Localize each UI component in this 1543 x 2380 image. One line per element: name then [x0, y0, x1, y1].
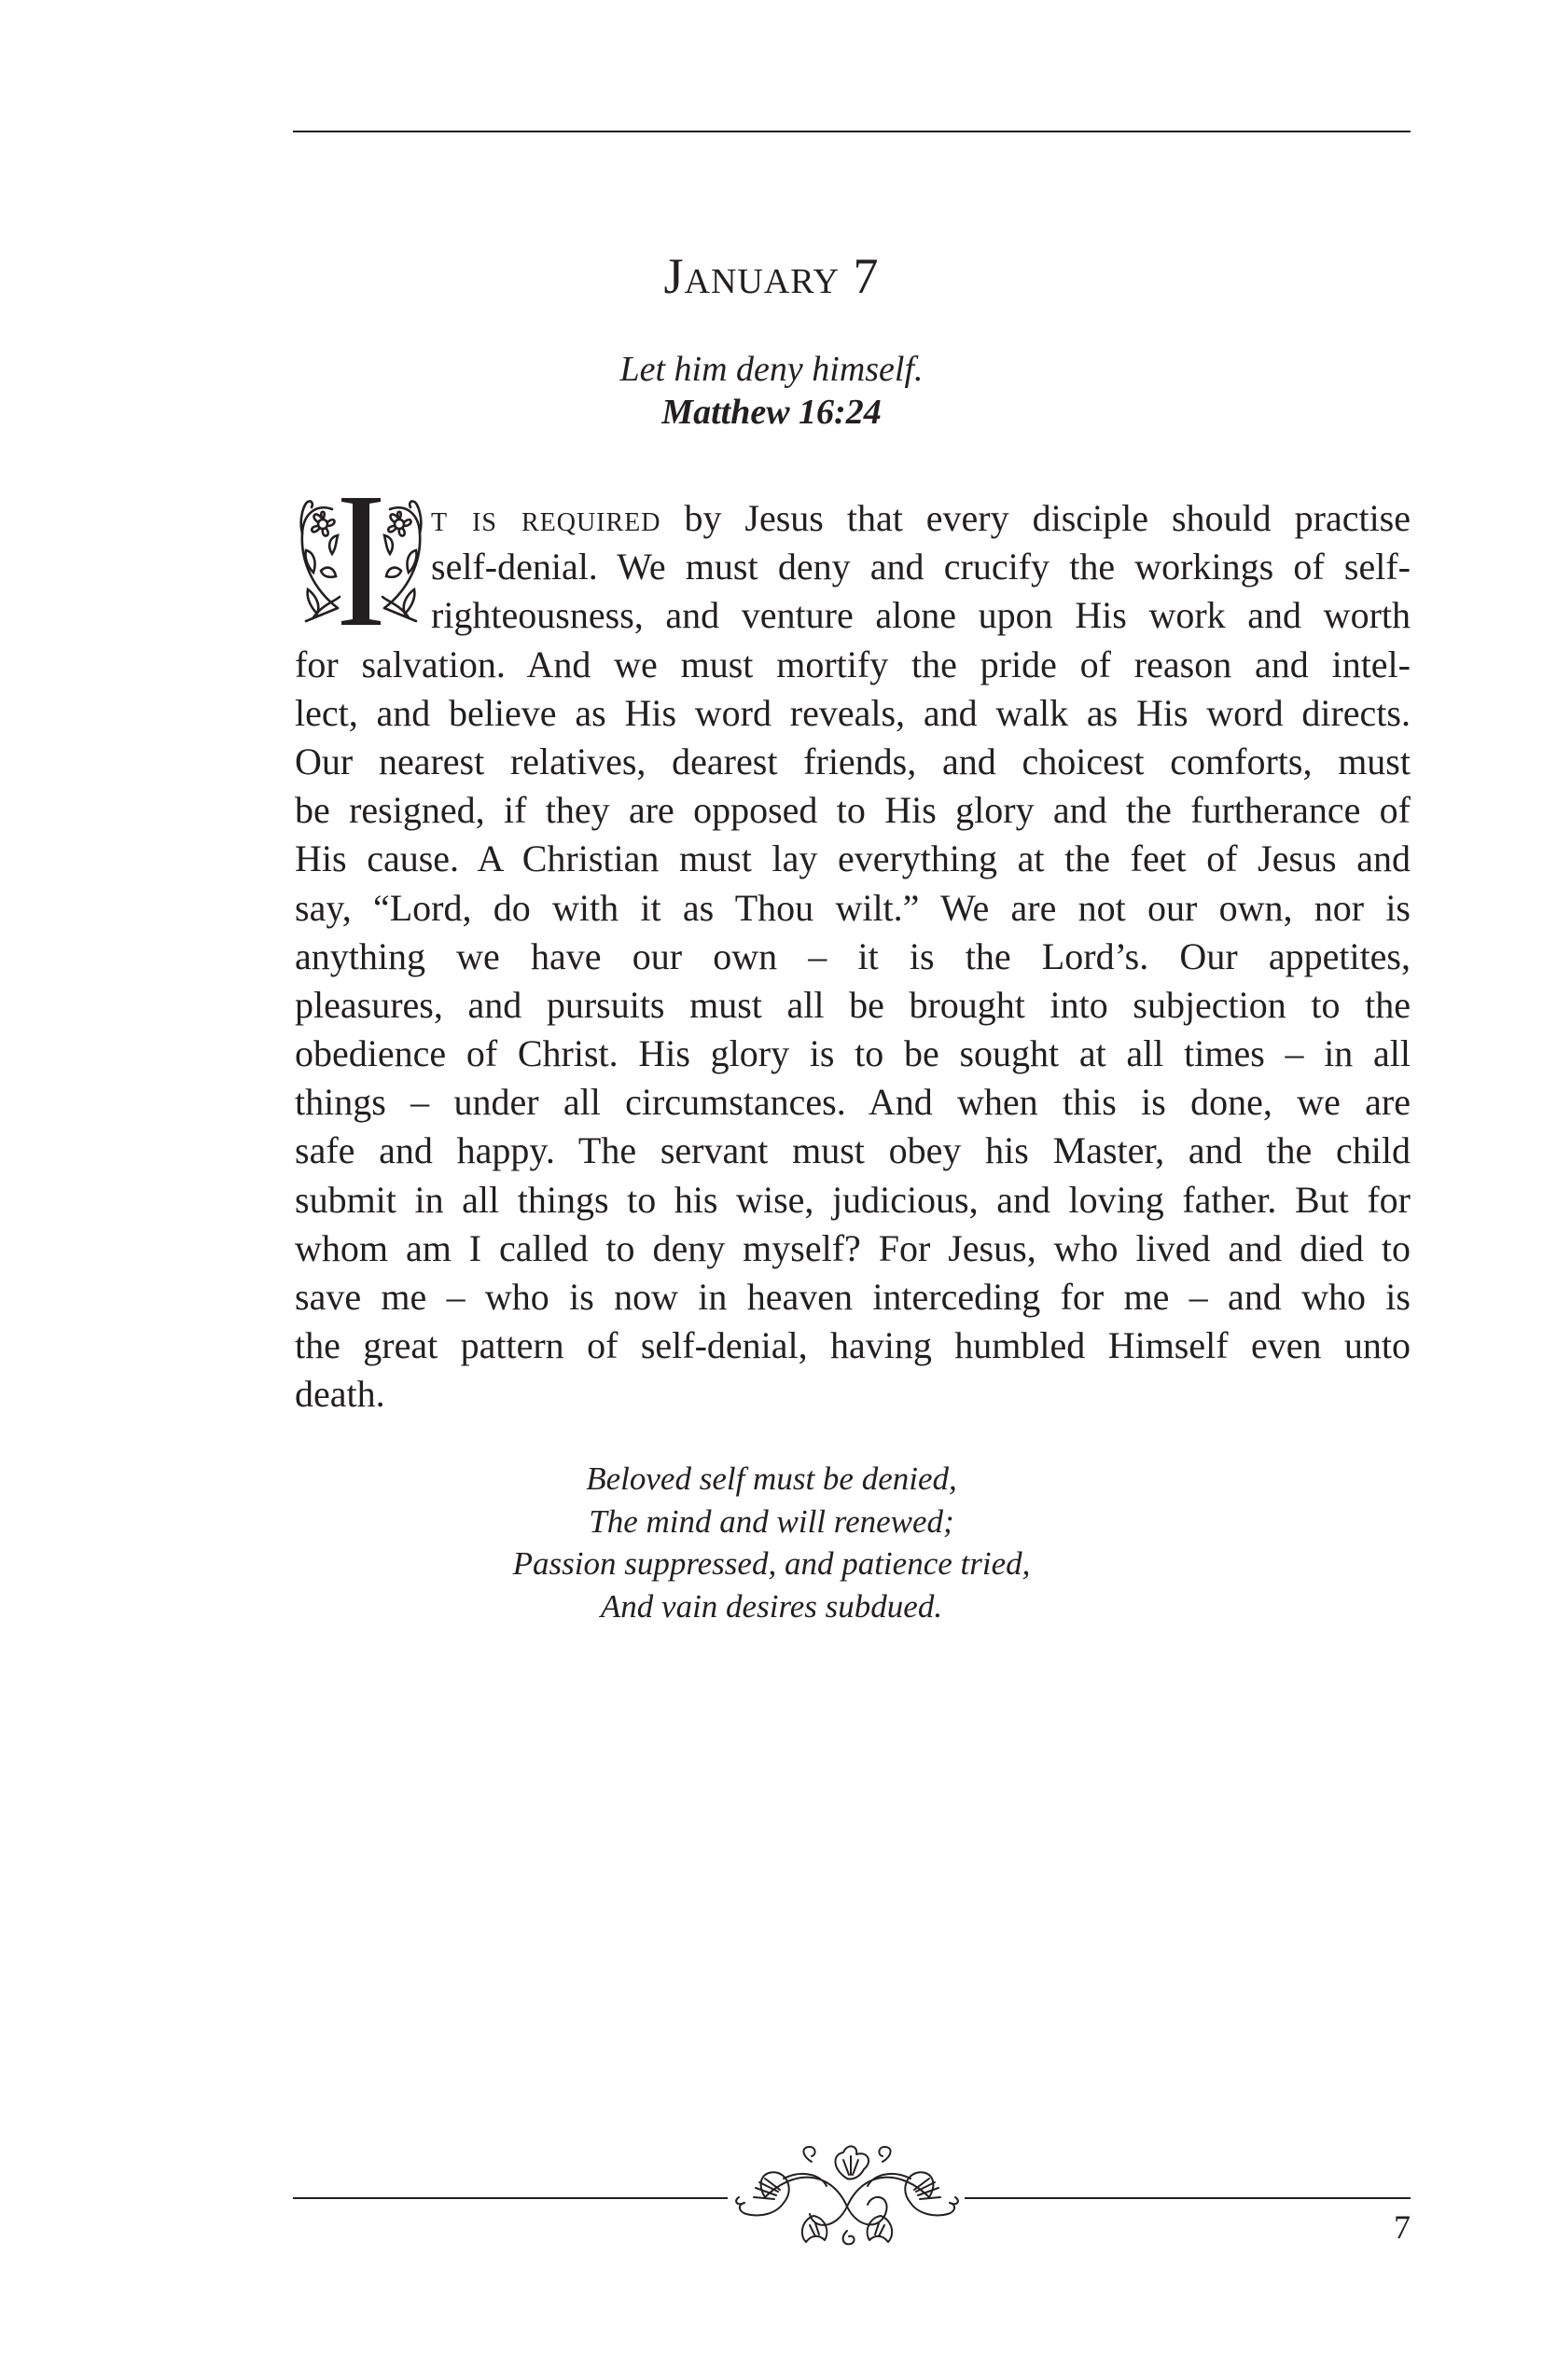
body-line: righteousness, and venture alone upon His work and worth — [431, 594, 1411, 637]
header-rule — [293, 131, 1411, 132]
body-line: lect, and believe as His word reveals, and walk as His word directs. — [295, 691, 1411, 734]
body-line: be resigned, if they are opposed to His glory and the furtherance of — [295, 789, 1411, 832]
body-line: things – under all circumstances. And when this is done, we are — [295, 1081, 1411, 1124]
verse-line: The mind and will renewed; — [589, 1502, 954, 1540]
body-paragraph — [295, 494, 1411, 1419]
body-line: death. — [295, 1373, 385, 1416]
epigraph-text: Let him deny himself. — [619, 350, 924, 389]
body-line: for salvation. And we must mortify the pride of reason and intel- — [295, 643, 1411, 685]
body-line: anything we have our own – it is the Lord’s. Our appetites, — [295, 934, 1411, 977]
body-line: whom am I called to deny myself? For Jesus, who lived and died to — [295, 1226, 1411, 1269]
verse-line: And vain desires subdued. — [600, 1587, 943, 1625]
floral-vignette-icon — [728, 2141, 966, 2248]
footer-rule-left — [293, 2197, 728, 2199]
page-title: January 7 — [663, 248, 880, 304]
body-line: His cause. A Christian must lay everything at the feet of Jesus and — [295, 837, 1411, 880]
body-line: save me – who is now in heaven interceding for me – and who is — [295, 1276, 1411, 1318]
footer-rule-right — [965, 2197, 1411, 2199]
body-line: the great pattern of self-denial, having humbled Himself even unto — [295, 1324, 1411, 1367]
verse-line: Passion suppressed, and patience tried, — [512, 1545, 1031, 1582]
body-line: pleasures, and pursuits must all be brought into subjection to the — [295, 983, 1411, 1026]
epigraph-reference: Matthew 16:24 — [661, 393, 882, 432]
body-line: obedience of Christ. His glory is to be sought at all times – in all — [295, 1032, 1411, 1075]
body-line: say, “Lord, do with it as Thou wilt.” We are not our own, nor is — [295, 886, 1411, 929]
body-line: Our nearest relatives, dearest friends, and choicest comforts, must — [295, 740, 1411, 782]
body-line — [295, 494, 1411, 543]
body-line-text: by Jesus that every disciple should practise — [660, 497, 1411, 539]
page-number: 7 — [1394, 2208, 1411, 2246]
verse-line: Beloved self must be denied, — [586, 1460, 957, 1497]
body-line: self-denial. We must deny and crucify the workings of self- — [431, 546, 1411, 588]
lead-in-small-caps: t is required — [431, 497, 661, 539]
body-line: submit in all things to his wise, judicious, and loving father. But for — [295, 1178, 1411, 1221]
body-line: safe and happy. The servant must obey his Master, and the child — [295, 1129, 1411, 1172]
closing-verse — [0, 1458, 1543, 1627]
